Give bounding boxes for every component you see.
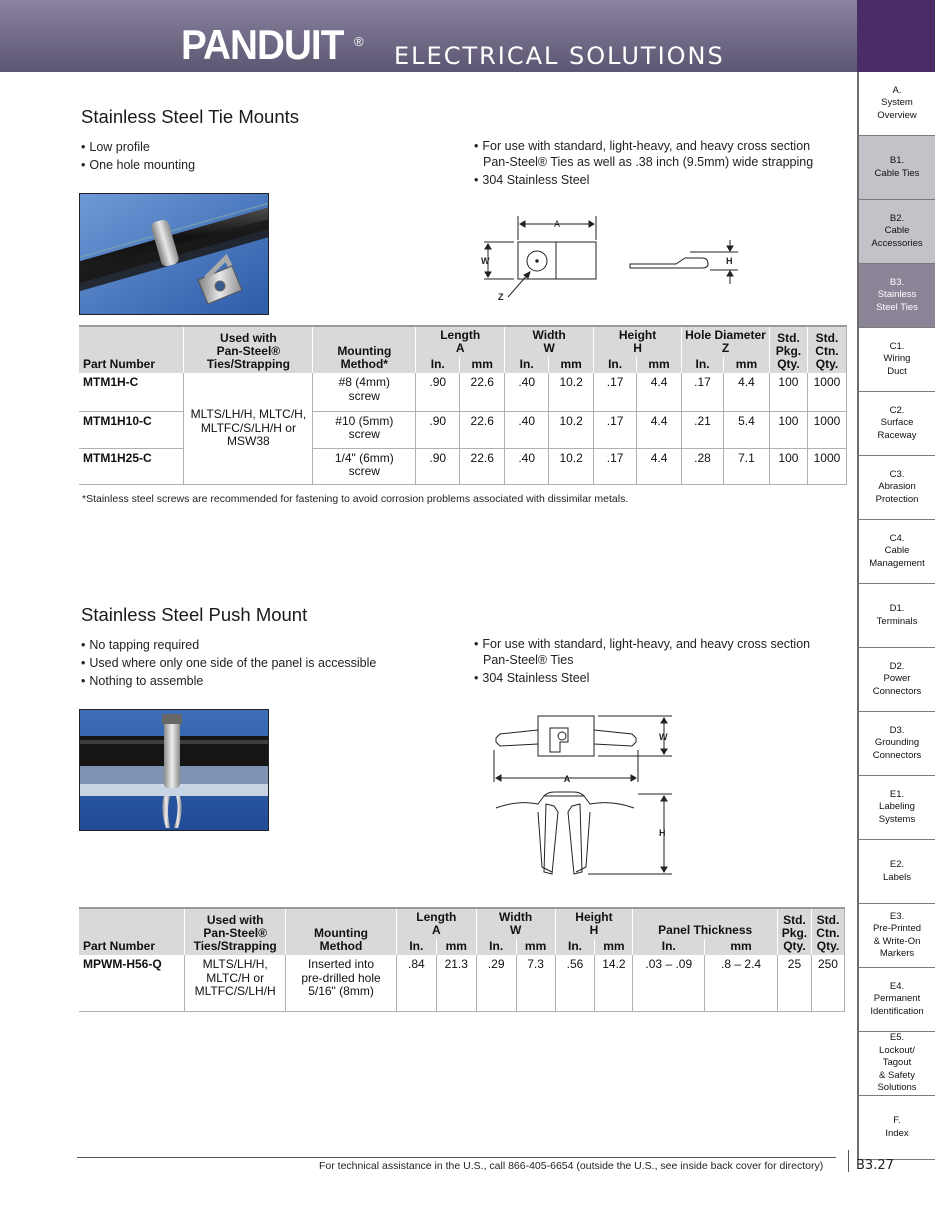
nav-tab-d1[interactable] [857,584,935,648]
dimension-label-h: H [659,828,666,838]
tie-mount-product-photo [79,193,269,315]
col-header-used-with: Used with Pan-Steel® Ties/Strapping [184,326,313,373]
dimension-label-w: W [481,256,490,266]
nav-tab-label: F. Index [885,1115,909,1139]
cell-value: .40 [505,448,549,484]
cell-value: 21.3 [436,955,476,1011]
cell-value: .17 [682,373,724,411]
col-header-std-pkg-qty: Std. Pkg. Qty. [769,326,807,373]
panduit-logo: PANDUIT [181,21,344,68]
col-header-width: Width W [505,326,594,357]
cell-value: 4.4 [723,373,769,411]
cell-part-number: MTM1H25-C [79,448,184,484]
cell-value: 1000 [807,411,846,448]
cell-value: 100 [769,373,807,411]
page-header [0,0,935,72]
cell-value: 100 [769,411,807,448]
sub-header-in: In. [476,939,516,955]
col-header-length: Length A [396,908,476,939]
table-row [79,955,845,1011]
sub-header-in: In. [505,357,549,373]
nav-tab-label: B2. Cable Accessories [871,212,923,249]
section-title-tie-mounts: Stainless Steel Tie Mounts [81,106,299,127]
dimension-label-z: Z [498,292,504,302]
feature-list-left [81,636,376,690]
tie-mount-spec-table [79,325,847,485]
cell-value: .03 – .09 [633,955,705,1011]
cell-value: 250 [811,955,844,1011]
col-header-height: Height H [594,326,682,357]
nav-tab-e3[interactable] [857,904,935,968]
table-row [79,373,847,411]
nav-tab-label: B3. Stainless Steel Ties [876,276,918,313]
cell-mounting-method: Inserted into pre-drilled hole 5/16" (8mm) [286,955,397,1011]
cell-part-number: MPWM-H56-Q [79,955,185,1011]
footer-rule [77,1157,836,1158]
push-mount-dimension-diagram [488,712,678,882]
col-header-part-number: Part Number [79,908,185,955]
col-header-mounting-method: Mounting Method [286,908,397,955]
cell-value: .90 [416,373,460,411]
nav-tab-e1[interactable] [857,776,935,840]
feature-list-left [81,138,195,174]
push-mount-spec-table [79,907,845,1012]
feature-item: • One hole mounting [81,156,195,174]
page-number: B3.27 [856,1158,894,1173]
nav-tab-label: E4. Permanent Identification [870,980,924,1017]
nav-tab-label: D3. Grounding Connectors [872,724,922,761]
sub-header-mm: mm [705,939,778,955]
cell-part-number: MTM1H10-C [79,411,184,448]
col-header-height: Height H [555,908,633,939]
nav-tab-e2[interactable] [857,840,935,904]
cell-value: 5.4 [723,411,769,448]
sub-header-in: In. [396,939,436,955]
feature-item: • 304 Stainless Steel [474,172,813,188]
cell-value: 4.4 [637,448,682,484]
cell-value: 10.2 [549,448,594,484]
cell-value: .17 [594,373,637,411]
col-header-length: Length A [416,326,505,357]
cell-value: 7.1 [723,448,769,484]
cell-value: 22.6 [460,373,505,411]
col-header-std-ctn-qty: Std. Ctn. Qty. [807,326,846,373]
nav-tab-c2[interactable] [857,392,935,456]
feature-item: • 304 Stainless Steel [474,670,810,686]
col-header-hole-diameter: Hole Diameter Z [682,326,770,357]
cell-value: .28 [682,448,724,484]
cell-used-with: MLTS/LH/H, MLTC/H, MLTFC/S/LH/H or MSW38 [184,373,313,484]
nav-tab-d2[interactable] [857,648,935,712]
col-header-width: Width W [476,908,555,939]
header-corner-block [857,0,935,72]
sub-header-in: In. [416,357,460,373]
nav-tab-f[interactable] [857,1096,935,1160]
feature-item: • For use with standard, light-heavy, and heavy cross section Pan-Steel® Ties as well as .38 inch (9.5mm) wide strapping [474,138,813,170]
cell-value: 7.3 [516,955,555,1011]
feature-item: • No tapping required [81,636,376,654]
sub-header-in: In. [682,357,724,373]
nav-tab-label: E3. Pre-Printed & Write-On Markers [872,910,922,959]
cell-value: 10.2 [549,411,594,448]
section-title-push-mount: Stainless Steel Push Mount [81,604,308,625]
nav-tab-c4[interactable] [857,520,935,584]
col-header-panel-thickness: Panel Thickness [633,908,778,939]
cell-value: 4.4 [637,373,682,411]
nav-tab-label: E2. Labels [883,859,911,883]
col-header-part-number: Part Number [79,326,184,373]
dimension-label-a: A [563,774,571,784]
cell-value: .21 [682,411,724,448]
cell-value: .17 [594,411,637,448]
col-header-used-with: Used with Pan-Steel® Ties/Strapping [185,908,286,955]
footer-contact-text: For technical assistance in the U.S., call 866-405-6654 (outside the U.S., see inside back cover for directory) [319,1160,824,1172]
page-number-divider [848,1150,849,1172]
nav-tab-label: C2. Surface Raceway [877,404,917,441]
cell-value: .90 [416,448,460,484]
nav-tab-label: C4. Cable Management [869,532,925,569]
nav-tab-b2[interactable] [857,200,935,264]
feature-item: • For use with standard, light-heavy, and heavy cross section Pan-Steel® Ties [474,636,810,668]
registered-mark: ® [354,34,364,49]
dimension-label-h: H [726,256,733,266]
cell-value: .84 [396,955,436,1011]
dimension-label-w: W [659,732,668,742]
col-header-std-pkg-qty: Std. Pkg. Qty. [777,908,811,955]
nav-tab-b1[interactable] [857,136,935,200]
nav-tab-label: D2. Power Connectors [872,660,922,697]
cell-part-number: MTM1H-C [79,373,184,411]
cell-used-with: MLTS/LH/H, MLTC/H or MLTFC/S/LH/H [185,955,286,1011]
cell-value: .29 [476,955,516,1011]
cell-mounting-method: #8 (4mm) screw [313,373,416,411]
cell-value: 22.6 [460,448,505,484]
cell-value: 4.4 [637,411,682,448]
cell-value: .40 [505,411,549,448]
feature-list-right [474,636,810,686]
feature-list-right [474,138,813,188]
feature-item: • Low profile [81,138,195,156]
feature-item: • Used where only one side of the panel is accessible [81,654,376,672]
col-header-std-ctn-qty: Std. Ctn. Qty. [811,908,844,955]
nav-tab-e5[interactable] [857,1032,935,1096]
nav-tab-label: C1. Wiring Duct [883,340,911,377]
header-title: ELECTRICAL SOLUTIONS [394,42,725,70]
nav-tab-c3[interactable] [857,456,935,520]
cell-value: 25 [777,955,811,1011]
cell-mounting-method: #10 (5mm) screw [313,411,416,448]
sub-header-mm: mm [723,357,769,373]
cell-value: 14.2 [595,955,633,1011]
sub-header-mm: mm [637,357,682,373]
nav-tab-c1[interactable] [857,328,935,392]
cell-value: 10.2 [549,373,594,411]
cell-value: 1000 [807,448,846,484]
cell-value: 100 [769,448,807,484]
sub-header-mm: mm [460,357,505,373]
feature-item: • Nothing to assemble [81,672,376,690]
nav-tab-a[interactable] [857,72,935,136]
sub-header-mm: mm [595,939,633,955]
nav-tab-label: A. System Overview [877,84,917,121]
cell-value: 22.6 [460,411,505,448]
dimension-label-a: A [553,219,561,229]
sub-header-in: In. [555,939,595,955]
section-tabs-nav [857,72,935,1160]
cell-mounting-method: 1/4" (6mm) screw [313,448,416,484]
sub-header-mm: mm [516,939,555,955]
cell-value: .90 [416,411,460,448]
sub-header-in: In. [633,939,705,955]
cell-value: .40 [505,373,549,411]
nav-tab-label: C3. Abrasion Protection [875,468,919,505]
tie-mount-dimension-diagram [476,214,746,304]
nav-tab-label: D1. Terminals [876,603,918,627]
nav-tab-d3[interactable] [857,712,935,776]
nav-tab-label: E5. Lockout/ Tagout & Safety Solutions [877,1032,917,1094]
col-header-mounting-method: Mounting Method* [313,326,416,373]
cell-value: .56 [555,955,595,1011]
push-mount-product-photo [79,709,269,831]
nav-tab-e4[interactable] [857,968,935,1032]
cell-value: 1000 [807,373,846,411]
sub-header-mm: mm [549,357,594,373]
sub-header-mm: mm [436,939,476,955]
sub-header-in: In. [594,357,637,373]
footnote: *Stainless steel screws are recommended for fastening to avoid corrosion problems associated with dissimilar metals. [82,493,629,505]
nav-tab-label: E1. Labeling Systems [878,788,916,825]
nav-tab-b3[interactable] [857,264,935,328]
cell-value: .8 – 2.4 [705,955,778,1011]
nav-tab-label: B1. Cable Ties [874,155,920,179]
cell-value: .17 [594,448,637,484]
